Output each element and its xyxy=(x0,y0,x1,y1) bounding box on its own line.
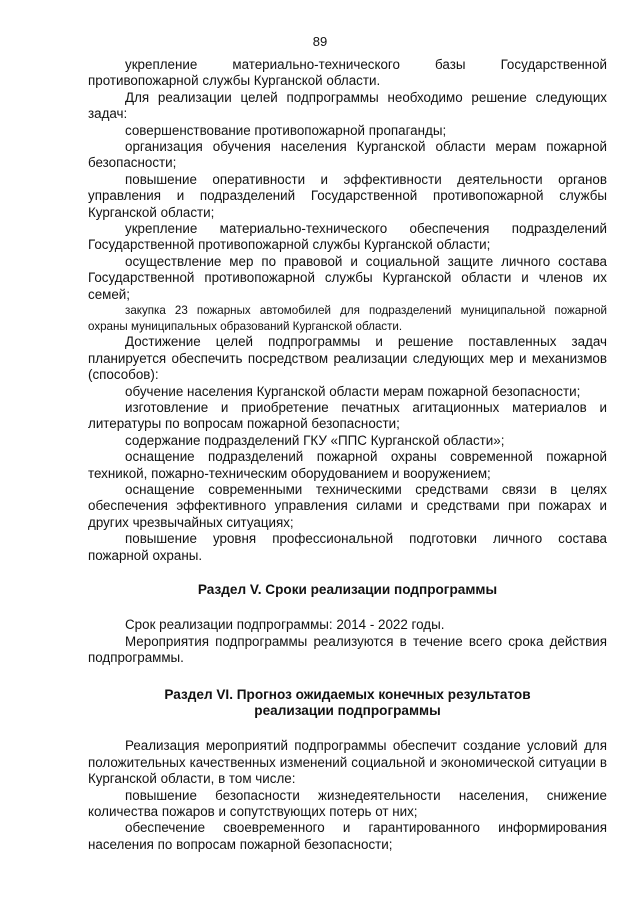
list-item: закупка 23 пожарных автомобилей для подразделений муниципальной пожарной охраны муниципальных образований Курганской области. xyxy=(88,304,607,333)
paragraph: Мероприятия подпрограммы реализуются в течение всего срока действия подпрограммы. xyxy=(88,633,607,666)
list-item: обеспечение своевременного и гарантированного информирования населения по вопросам пожарной безопасности; xyxy=(88,820,607,852)
paragraph: Реализация мероприятий подпрограммы обеспечит создание условий для положительных качественных изменений социальной и экономической ситуации в Курганской области, в том числе: xyxy=(88,738,607,787)
list-item: повышение безопасности жизнедеятельности населения, снижение количества пожаров и сопутствующих потерь от них; xyxy=(88,787,607,820)
paragraph: Срок реализации подпрограммы: 2014 - 2022 годы. xyxy=(125,617,445,633)
list-item: обучение населения Курганской области мерам пожарной безопасности; xyxy=(125,383,581,399)
list-item: повышение оперативности и эффективности деятельности органов управления и подразделений Государственной противопожарной службы Курганской области; xyxy=(88,171,607,220)
spacer xyxy=(88,598,607,617)
spacer xyxy=(88,667,607,687)
list-item: укрепление материально-технического обеспечения подразделений Государственной противопожарной службы Курганской области; xyxy=(88,221,607,253)
spacer xyxy=(88,719,607,738)
list-item: организация обучения населения Курганской области мерам пожарной безопасности; xyxy=(88,139,607,171)
list-item: совершенствование противопожарной пропаганды; xyxy=(125,122,447,138)
paragraph: укрепление материально-технического базы Государственной противопожарной службы Курганской области. xyxy=(88,57,607,89)
list-item: оснащение современными техническими средствами связи в целях обеспечения эффективного управления силами и средствами при пожарах и других чрезвычайных ситуациях; xyxy=(88,481,607,530)
spacer xyxy=(88,564,607,582)
section-6-heading-line2: реализации подпрограммы xyxy=(254,703,441,718)
list-item: осуществление мер по правовой и социальной защите личного состава Государственной противопожарной службы Курганской области и членов их семей; xyxy=(88,253,607,302)
section-6-heading-line1: Раздел VI. Прогноз ожидаемых конечных результатов xyxy=(164,686,531,702)
list-item: оснащение подразделений пожарной охраны современной пожарной техникой, пожарно-техническим оборудованием и вооружением; xyxy=(88,449,607,481)
paragraph: Достижение целей подпрограммы и решение поставленных задач планируется обеспечить посредством реализации следующих мер и механизмов (способов): xyxy=(88,334,607,383)
section-5-heading: Раздел V. Сроки реализации подпрограммы xyxy=(197,581,498,597)
page-number: 89 xyxy=(312,34,328,49)
page-content xyxy=(88,57,607,853)
paragraph: Для реализации целей подпрограммы необходимо решение следующих задач: xyxy=(88,89,607,122)
list-item: повышение уровня профессиональной подготовки личного состава пожарной охраны. xyxy=(88,531,607,563)
list-item: изготовление и приобретение печатных агитационных материалов и литературы по вопросам пожарной безопасности; xyxy=(88,399,607,432)
list-item: содержание подразделений ГКУ «ППС Курганской области»; xyxy=(125,432,505,448)
